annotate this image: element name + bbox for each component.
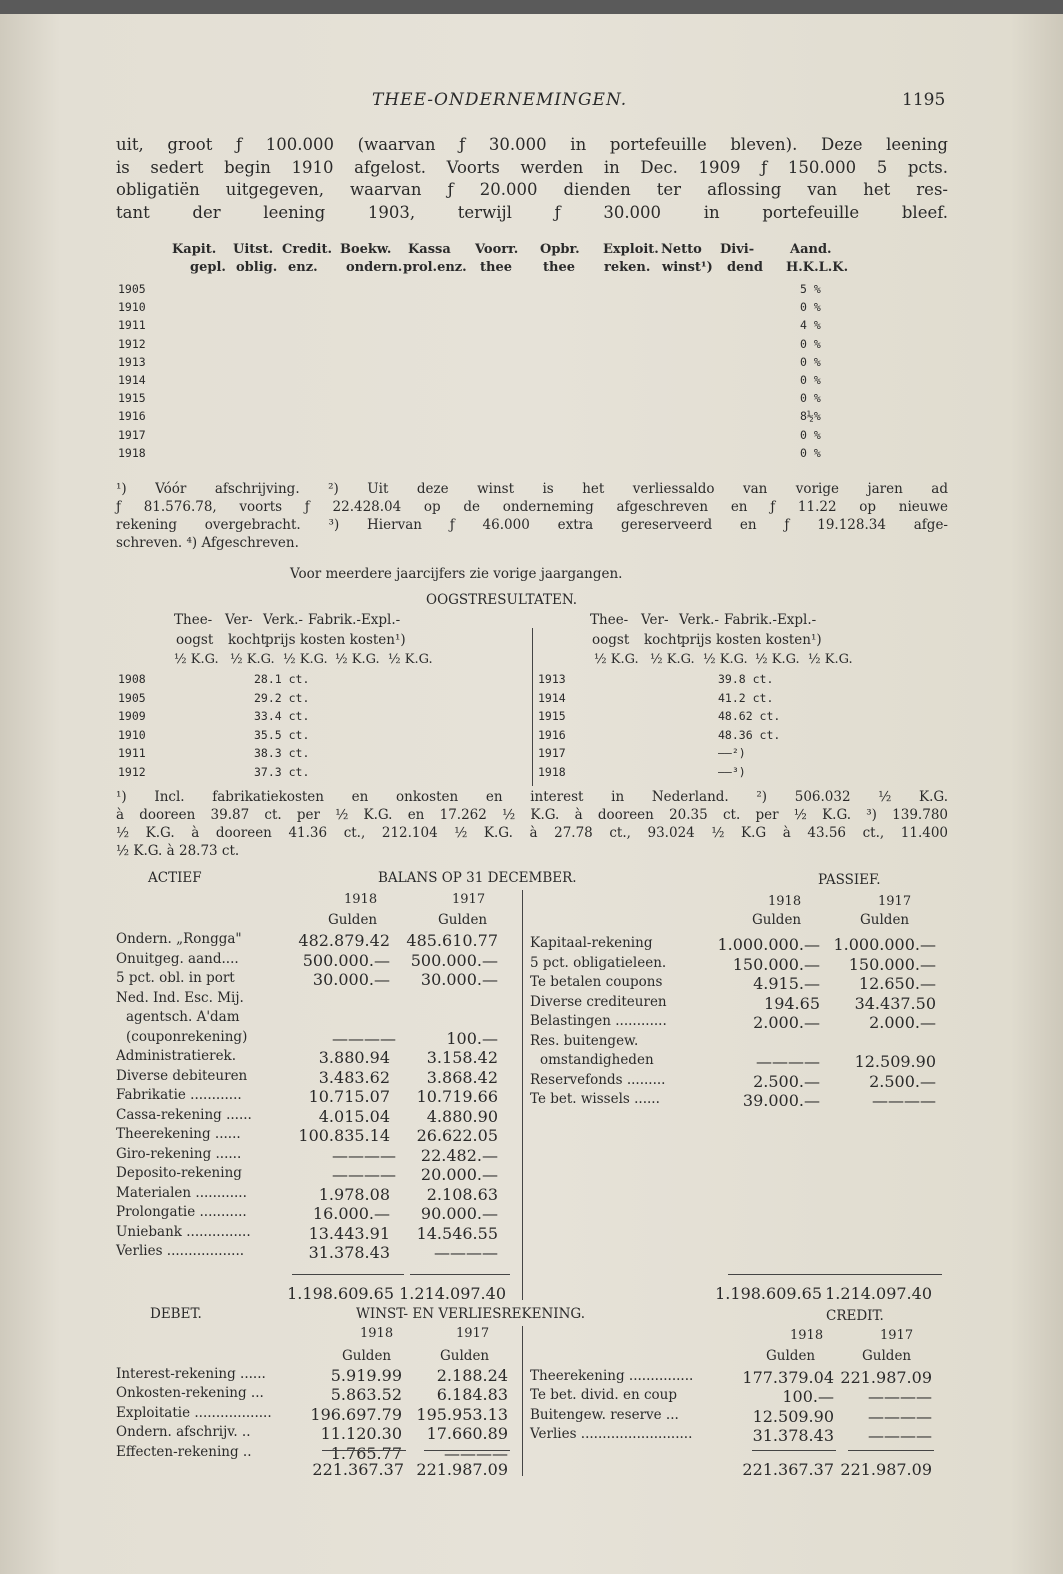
- pl-item-label: Theerekening ...............: [530, 1368, 694, 1384]
- balance-item-label: Te betalen coupons: [530, 974, 663, 990]
- row-year: 1912: [118, 765, 146, 779]
- intro-paragraph: [116, 134, 948, 224]
- pl-value-1918: 196.697.79: [310, 1404, 402, 1424]
- footnote-line: schreven. ⁴) Afgeschreven.: [116, 535, 299, 551]
- dividend-cell: 4 %: [800, 318, 821, 333]
- currency-header: Gulden: [860, 912, 910, 928]
- table-cell: 39.8 ct.: [718, 672, 774, 686]
- balance-value-1918: 194.65: [764, 993, 820, 1013]
- column-header: kosten kosten¹): [716, 632, 822, 648]
- column-header: dend: [727, 260, 763, 275]
- balance-item-label: Diverse debiteuren: [116, 1067, 248, 1084]
- row-year: 1915: [118, 391, 146, 406]
- balance-value-1918: 2.000.—: [753, 1013, 820, 1032]
- table-cell: 33.4 ct.: [254, 709, 310, 724]
- balance-value-1917: 3.158.42: [426, 1048, 498, 1067]
- column-header: oogst: [592, 632, 630, 648]
- column-header: kocht: [228, 632, 266, 648]
- pl-item-label: Verlies ..........................: [530, 1426, 693, 1443]
- pl-total-1917: 221.987.09: [416, 1460, 508, 1479]
- balance-value-1917: 22.482.—: [420, 1145, 498, 1165]
- currency-header: Gulden: [328, 912, 378, 928]
- balance-value-1917: 12.650.—: [858, 974, 936, 993]
- pl-value-1917: 2.188.24: [436, 1366, 508, 1385]
- balance-value-1918: 482.879.42: [298, 931, 390, 950]
- balance-value-1918: ————: [332, 1145, 396, 1165]
- footnote-line: rekening overgebracht. ³) Hiervan ƒ 46.000 extra gereserveerd en ƒ 19.128.34 afge-: [116, 517, 948, 533]
- balance-value-1918: 2.500.—: [753, 1071, 820, 1091]
- more-figures-note: Voor meerdere jaarcijfers zie vorige jaargangen.: [290, 566, 623, 582]
- balance-value-1917: 150.000.—: [848, 954, 936, 974]
- dividend-cell: 0 %: [800, 354, 821, 369]
- year-header: 1918: [360, 1326, 394, 1341]
- column-header: prijs: [265, 632, 296, 648]
- balance-value-1917: 10.719.66: [416, 1087, 498, 1106]
- pl-item-label: Interest-rekening ......: [116, 1366, 266, 1382]
- pl-value-1917: 221.987.09: [840, 1368, 932, 1387]
- column-header: Fabrik.-Expl.-: [724, 612, 817, 628]
- footnote-line: ¹) Incl. fabrikatiekosten en onkosten en interest in Nederland. ²) 506.032 ½ K.G.: [116, 789, 948, 805]
- row-year: 1916: [538, 727, 566, 742]
- balance-value-1917: 12.509.90: [854, 1052, 936, 1071]
- unit-label: ½ K.G.: [174, 652, 219, 667]
- pl-credit-title: CREDIT.: [826, 1308, 884, 1324]
- balance-item-label: 5 pct. obl. in port: [116, 970, 235, 986]
- pl-item-label: Onkosten-rekening ...: [116, 1385, 264, 1402]
- balance-item-label: Onuitgeg. aand....: [116, 950, 239, 967]
- pl-value-1918: 100.—: [782, 1387, 834, 1407]
- row-year: 1915: [538, 709, 566, 724]
- pl-value-1918: 5.863.52: [330, 1385, 402, 1405]
- table-footnotes: [116, 480, 948, 552]
- pl-value-1918: 177.379.04: [742, 1368, 834, 1387]
- balance-value-1918: ————: [332, 1165, 396, 1184]
- balance-item-label: Res. buitengew.: [530, 1032, 639, 1049]
- column-header: enz.: [288, 260, 318, 275]
- column-header: thee: [543, 260, 575, 275]
- unit-label: ½ K.G.: [388, 652, 433, 667]
- row-year: 1918: [118, 445, 146, 460]
- column-header: ondern.: [346, 260, 403, 275]
- balance-value-1918: 100.835.14: [298, 1126, 390, 1145]
- pl-value-1918: 11.120.30: [320, 1424, 402, 1444]
- balance-total-1917: 1.214.097.40: [399, 1284, 506, 1303]
- total-rule: [728, 1274, 838, 1275]
- column-header: Opbr.: [540, 242, 580, 257]
- balance-item-label: Te bet. wissels ......: [530, 1091, 660, 1107]
- balance-value-1918: 13.443.91: [308, 1223, 390, 1243]
- balance-title: BALANS OP 31 DECEMBER.: [378, 870, 577, 886]
- intro-line: tant der leening 1903, terwijl ƒ 30.000 in portefeuille bleef.: [116, 202, 948, 222]
- balance-value-1918: 3.880.94: [318, 1048, 390, 1067]
- row-year: 1913: [538, 672, 566, 686]
- currency-header: Gulden: [438, 912, 488, 928]
- row-year: 1912: [118, 336, 146, 351]
- column-header: Thee-: [590, 612, 629, 628]
- balance-value-1917: 2.500.—: [869, 1071, 936, 1091]
- footnote-line: ½ K.G. à 28.73 ct.: [116, 843, 240, 859]
- balance-value-1917: 90.000.—: [420, 1204, 498, 1223]
- intro-line: is sedert begin 1910 afgelost. Voorts werden in Dec. 1909 ƒ 150.000 5 pcts.: [116, 157, 948, 177]
- balance-value-1917: 2.000.—: [869, 1013, 936, 1032]
- year-header: 1918: [768, 894, 802, 909]
- balance-divider: [522, 890, 523, 1300]
- balance-total-1918: 1.198.609.65: [287, 1284, 394, 1303]
- pl-value-1918: 1.765.77: [330, 1443, 402, 1463]
- currency-header: Gulden: [440, 1348, 490, 1364]
- column-header: Ver-: [641, 612, 669, 628]
- total-rule: [424, 1450, 510, 1451]
- currency-header: Gulden: [862, 1348, 912, 1364]
- balance-item-label: Cassa-rekening ......: [116, 1106, 252, 1123]
- balance-value-1918: 3.483.62: [318, 1067, 390, 1087]
- balance-value-1918: 1.978.08: [318, 1184, 390, 1204]
- row-year: 1917: [538, 746, 566, 761]
- pl-value-1917: 6.184.83: [436, 1385, 508, 1405]
- table-cell: ——²): [718, 746, 746, 761]
- pl-value-1918: 12.509.90: [752, 1406, 834, 1426]
- pl-value-1917: ————: [868, 1406, 932, 1426]
- pl-total-1918: 221.367.37: [742, 1460, 834, 1479]
- year-header: 1917: [878, 894, 912, 909]
- pl-total-1918: 221.367.37: [312, 1460, 404, 1479]
- total-rule: [752, 1450, 836, 1451]
- balance-total-1918: 1.198.609.65: [715, 1284, 822, 1303]
- balance-value-1917: 30.000.—: [420, 970, 498, 989]
- row-year: 1908: [118, 672, 146, 686]
- table-cell: 35.5 ct.: [254, 727, 310, 742]
- balance-item-label: Diverse crediteuren: [530, 993, 667, 1010]
- balance-item-label: Belastingen ............: [530, 1013, 667, 1029]
- dividend-cell: 0 %: [800, 391, 821, 406]
- dividend-cell: 0 %: [800, 427, 821, 442]
- row-year: 1917: [118, 427, 146, 442]
- balance-value-1917: 34.437.50: [854, 993, 936, 1013]
- column-header: Verk.-: [263, 612, 303, 628]
- pl-value-1917: 195.953.13: [416, 1404, 508, 1424]
- balance-value-1917: 100.—: [446, 1028, 498, 1048]
- column-header: Thee-: [174, 612, 213, 628]
- balance-item-label: agentsch. A'dam: [126, 1009, 240, 1025]
- pl-value-1917: ————: [868, 1387, 932, 1407]
- balance-value-1918: 31.378.43: [308, 1243, 390, 1262]
- pl-divider: [522, 1326, 523, 1476]
- row-year: 1911: [118, 746, 146, 761]
- row-year: 1905: [118, 690, 146, 705]
- scan-top-edge: [0, 0, 1063, 14]
- table-cell: 48.36 ct.: [718, 727, 781, 742]
- unit-label: ½ K.G.: [650, 652, 695, 667]
- unit-label: ½ K.G.: [755, 652, 800, 667]
- balance-total-1917: 1.214.097.40: [825, 1284, 932, 1303]
- pl-title: WINST- EN VERLIESREKENING.: [356, 1306, 586, 1322]
- column-header: H.K.L.K.: [786, 260, 849, 275]
- currency-header: Gulden: [752, 912, 802, 928]
- unit-label: ½ K.G.: [230, 652, 275, 667]
- row-year: 1914: [118, 373, 146, 387]
- column-header: Credit.: [282, 242, 333, 257]
- column-header: Boekw.: [340, 242, 392, 257]
- total-rule: [292, 1274, 404, 1275]
- column-header: Netto: [661, 242, 702, 257]
- balance-item-label: Ondern. „Rongga": [116, 931, 242, 947]
- balance-value-1918: ————: [756, 1052, 820, 1071]
- balance-item-label: Deposito-rekening: [116, 1165, 242, 1181]
- currency-header: Gulden: [766, 1348, 816, 1364]
- column-header: oblig.: [236, 260, 278, 275]
- balance-value-1917: 500.000.—: [410, 950, 498, 970]
- balance-value-1918: 39.000.—: [742, 1091, 820, 1110]
- balance-item-label: Giro-rekening ......: [116, 1145, 242, 1162]
- column-header: winst¹): [662, 260, 713, 275]
- balance-value-1917: 3.868.42: [426, 1067, 498, 1087]
- dividend-cell: 0 %: [800, 445, 821, 460]
- row-year: 1909: [118, 709, 146, 724]
- unit-label: ½ K.G.: [808, 652, 853, 667]
- balance-value-1918: 10.715.07: [308, 1087, 390, 1106]
- balance-value-1917: 14.546.55: [416, 1223, 498, 1243]
- dividend-cell: 0 %: [800, 373, 821, 387]
- row-year: 1916: [118, 409, 146, 424]
- column-header: Fabrik.-Expl.-: [308, 612, 401, 628]
- column-header: reken.: [604, 260, 651, 275]
- balance-value-1918: 150.000.—: [732, 954, 820, 974]
- harvest-footnotes: [116, 788, 948, 860]
- balance-item-label: Materialen ............: [116, 1184, 247, 1201]
- balance-value-1917: ————: [872, 1091, 936, 1110]
- column-header: Exploit.: [603, 242, 659, 257]
- dividend-cell: 0 %: [800, 336, 821, 351]
- column-header: Kapit.: [172, 242, 217, 257]
- year-header: 1918: [790, 1328, 824, 1343]
- balance-value-1918: 4.915.—: [753, 974, 820, 993]
- balance-item-label: Fabrikatie ............: [116, 1087, 242, 1103]
- column-header: prijs: [681, 632, 712, 648]
- pl-value-1918: 5.919.99: [330, 1366, 402, 1385]
- balance-item-label: Prolongatie ...........: [116, 1204, 247, 1220]
- row-year: 1905: [118, 282, 146, 296]
- balance-item-label: Verlies ..................: [116, 1243, 245, 1259]
- pl-total-1917: 221.987.09: [840, 1460, 932, 1479]
- balance-value-1918: 30.000.—: [312, 970, 390, 989]
- row-year: 1914: [538, 690, 566, 705]
- row-year: 1910: [118, 727, 146, 742]
- row-year: 1918: [538, 765, 566, 779]
- table-cell: ——³): [718, 765, 746, 779]
- column-header: Ver-: [225, 612, 253, 628]
- footnote-line: ½ K.G. à dooreen 41.36 ct., 212.104 ½ K.G. à 27.78 ct., 93.024 ½ K.G à 43.56 ct., 11.400: [116, 825, 948, 841]
- table-divider: [532, 628, 533, 786]
- page-number: 1195: [902, 90, 946, 110]
- table-cell: 38.3 ct.: [254, 746, 310, 761]
- total-rule: [838, 1274, 942, 1275]
- pl-value-1918: 31.378.43: [752, 1426, 834, 1446]
- unit-label: ½ K.G.: [335, 652, 380, 667]
- intro-line: obligatiën uitgegeven, waarvan ƒ 20.000 dienden ter aflossing van het res-: [116, 180, 948, 199]
- balance-item-label: Theerekening ......: [116, 1126, 241, 1142]
- footnote-line: à dooreen 39.87 ct. per ½ K.G. en 17.262 ½ K.G. à dooreen 20.35 ct. per ½ K.G. ³) 139.780: [116, 807, 948, 823]
- dividend-cell: 0 %: [800, 300, 821, 315]
- pl-item-label: Effecten-rekening ..: [116, 1443, 252, 1460]
- pl-item-label: Buitengew. reserve ...: [530, 1406, 679, 1423]
- table-cell: 29.2 ct.: [254, 690, 310, 705]
- intro-line: uit, groot ƒ 100.000 (waarvan ƒ 30.000 in portefeuille bleven). Deze leening: [116, 135, 948, 154]
- pl-value-1917: ————: [444, 1443, 508, 1463]
- harvest-title: OOGSTRESULTATEN.: [426, 592, 578, 608]
- pl-value-1917: ————: [868, 1426, 932, 1446]
- unit-label: ½ K.G.: [594, 652, 639, 667]
- year-header: 1917: [880, 1328, 914, 1343]
- unit-label: ½ K.G.: [283, 652, 328, 667]
- balance-value-1917: 26.622.05: [416, 1126, 498, 1145]
- balance-item-label: Kapitaal-rekening: [530, 935, 653, 951]
- table-cell: 48.62 ct.: [718, 709, 781, 724]
- balance-item-label: omstandigheden: [540, 1052, 654, 1068]
- balance-value-1917: ————: [434, 1243, 498, 1262]
- pl-item-label: Exploitatie ..................: [116, 1404, 272, 1421]
- year-header: 1917: [452, 892, 486, 907]
- balance-value-1918: 1.000.000.—: [717, 935, 820, 954]
- row-year: 1910: [118, 300, 146, 315]
- balance-item-label: (couponrekening): [126, 1028, 248, 1045]
- table-cell: 28.1 ct.: [254, 672, 310, 686]
- column-header: kosten kosten¹): [300, 632, 406, 648]
- column-header: gepl.: [190, 260, 226, 275]
- column-header: Kassa: [408, 242, 451, 257]
- footnote-line: ¹) Vóór afschrijving. ²) Uit deze winst is het verliessaldo van vorige jaren ad: [116, 481, 948, 497]
- pl-item-label: Ondern. afschrijv. ..: [116, 1424, 251, 1441]
- balance-item-label: Uniebank ...............: [116, 1223, 251, 1240]
- balance-item-label: Reservefonds .........: [530, 1071, 666, 1088]
- balance-value-1917: 4.880.90: [426, 1106, 498, 1126]
- balance-value-1917: 1.000.000.—: [833, 935, 936, 954]
- balance-item-label: 5 pct. obligatieleen.: [530, 954, 667, 971]
- pl-value-1917: 17.660.89: [426, 1424, 508, 1444]
- total-rule: [848, 1450, 934, 1451]
- column-header: Aand.: [790, 242, 832, 257]
- column-header: prol.enz.: [403, 260, 467, 275]
- dividend-cell: 8½%: [800, 409, 821, 424]
- column-header: Uitst.: [233, 242, 274, 257]
- balance-value-1918: 4.015.04: [318, 1106, 390, 1126]
- balance-value-1917: 20.000.—: [420, 1165, 498, 1184]
- column-header: Divi-: [720, 242, 755, 257]
- balance-value-1918: 500.000.—: [302, 950, 390, 970]
- year-header: 1917: [456, 1326, 490, 1341]
- balance-value-1918: ————: [332, 1028, 396, 1048]
- column-header: thee: [480, 260, 512, 275]
- total-rule: [410, 1274, 510, 1275]
- balance-value-1917: 2.108.63: [426, 1184, 498, 1204]
- table-cell: 37.3 ct.: [254, 765, 310, 779]
- footnote-line: ƒ 81.576.78, voorts ƒ 22.428.04 op de onderneming afgeschreven en ƒ 11.22 op nieuwe: [116, 499, 948, 515]
- running-title: THEE-ONDERNEMINGEN.: [372, 90, 628, 110]
- balance-actief-title: ACTIEF: [148, 870, 202, 886]
- unit-label: ½ K.G.: [703, 652, 748, 667]
- column-header: Verk.-: [679, 612, 719, 628]
- year-header: 1918: [344, 892, 378, 907]
- balance-value-1917: 485.610.77: [406, 931, 498, 950]
- row-year: 1911: [118, 318, 146, 333]
- row-year: 1913: [118, 354, 146, 369]
- balance-item-label: Administratierek.: [116, 1048, 237, 1064]
- balance-passief-title: PASSIEF.: [818, 872, 881, 888]
- pl-debet-title: DEBET.: [150, 1306, 202, 1322]
- column-header: Voorr.: [475, 242, 519, 257]
- balance-item-label: Ned. Ind. Esc. Mij.: [116, 989, 244, 1006]
- table-cell: 41.2 ct.: [718, 690, 774, 705]
- total-rule: [322, 1450, 406, 1451]
- currency-header: Gulden: [342, 1348, 392, 1364]
- balance-value-1918: 16.000.—: [312, 1204, 390, 1223]
- column-header: oogst: [176, 632, 214, 648]
- column-header: kocht: [644, 632, 682, 648]
- pl-item-label: Te bet. divid. en coup: [530, 1387, 678, 1404]
- dividend-cell: 5 %: [800, 282, 821, 296]
